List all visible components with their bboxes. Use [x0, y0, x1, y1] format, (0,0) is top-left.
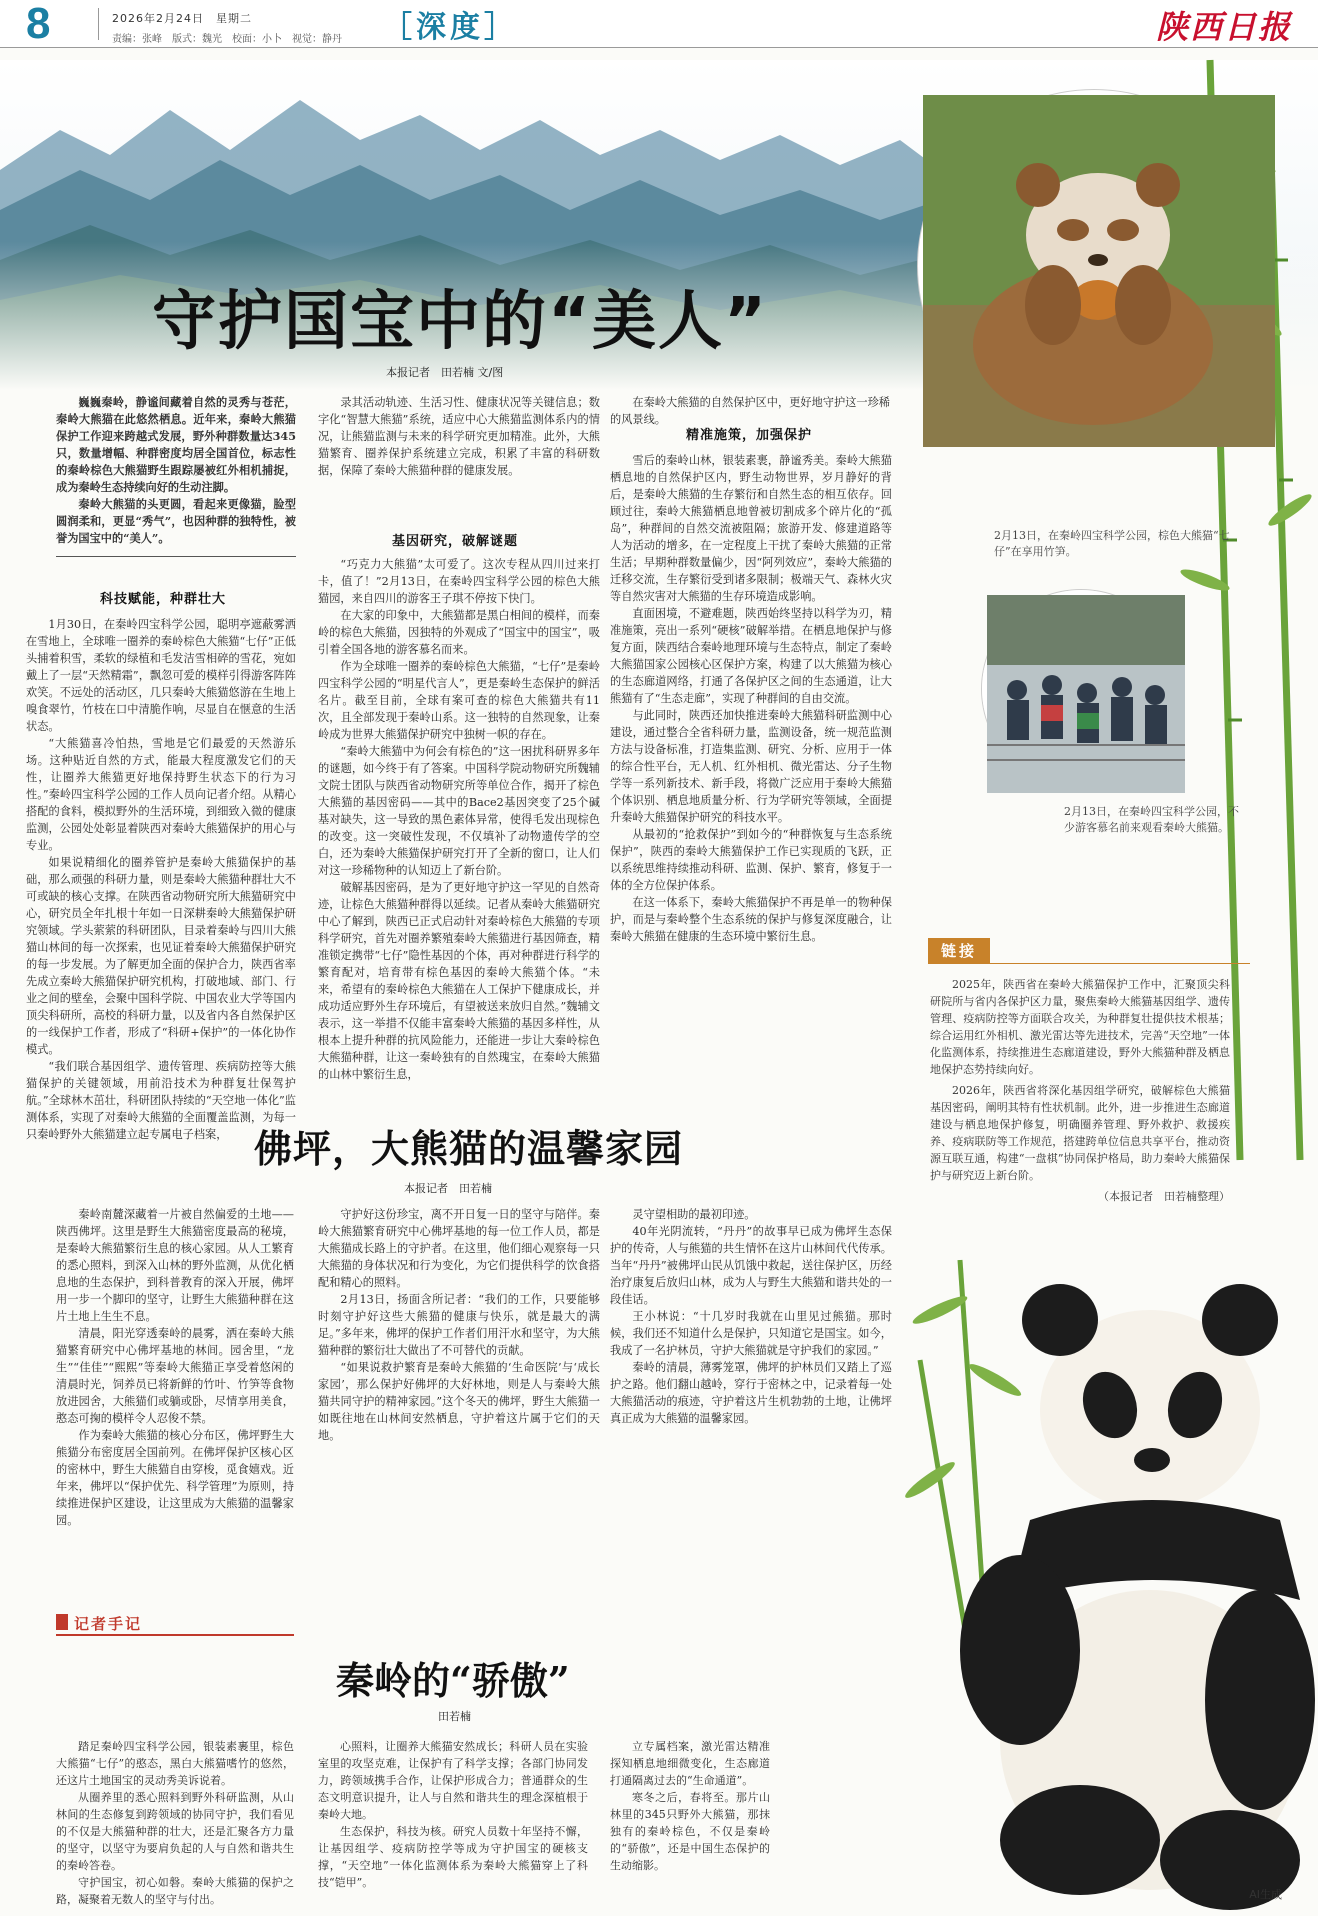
paragraph: “秦岭大熊猫中为何会有棕色的”这一困扰科研界多年的谜题，如今终于有了答案。中国科学院动物研究所魏辅文院士团队与陕西省动物研究所等单位合作，揭开了棕色大熊猫的基因密码——其中的Bace2基因突变了25个碱基对缺失，这一导致的黑色素体异常，使得毛发出现棕色的改变。这一突破性发现，不仅填补了动物遗传学的空白，还为秦岭大熊猫保护研究打开了全新的窗口，让人们对这一珍稀物种的认知迈上了新台阶。 — [318, 745, 600, 877]
subhead: 精准施策，加强保护 — [686, 428, 813, 443]
article2-title: 佛坪，大熊猫的温馨家园 — [254, 1127, 684, 1171]
notes-author: 田若楠 — [438, 1710, 471, 1723]
section-name: ［深度］ — [382, 10, 518, 45]
paragraph: 作为秦岭大熊猫的核心分布区，佛坪野生大熊猫分布密度居全国前列。在佛坪保护区核心区的密林中，野生大熊猫自由穿梭，觅食嬉戏。近年来，佛坪以“保护优先、科学管理”为原则，持续推进保护区建设，让这里成为大熊猫的温馨家园。 — [56, 1429, 294, 1527]
page-header — [0, 0, 1318, 48]
photo-caption: 2月13日，在秦岭四宝科学公园，不少游客慕名前来观看秦岭大熊猫。 — [1064, 805, 1239, 834]
subhead: 科技赋能，种群壮大 — [100, 592, 227, 607]
paragraph: 录其活动轨迹、生活习性、健康状况等关键信息；数字化“智慧大熊猫”系统，适应中心大熊猫监测体系内的情况，让熊猫监测与未来的科学研究更加精准。此外，大熊猫繁育、圈养保护系统建立完成，积累了丰富的科研数据，保障了秦岭大熊猫种群的健康发展。 — [318, 396, 600, 477]
lead-paragraph: 巍巍秦岭，静谧间藏着自然的灵秀与苍茫，秦岭大熊猫在此悠然栖息。近年来，秦岭大熊猫保护工作迎来跨越式发展，野外种群数量达345只，数量增幅、种群密度均居全国首位，标志性的秦岭棕色大熊猫野生跟踪屡被红外相机捕捉，成为秦岭生态持续向好的生动注脚。 — [56, 395, 296, 494]
paragraph: 与此同时，陕西还加快推进秦岭大熊猫科研监测中心建设，通过整合全省科研力量，监测设备，统一规范监测方法与设备标准，打造集监测、研究、分析、应用于一体的综合性平台，无人机、红外相机、微光雷达、分子生物学等一系列新技术、新手段，将微广泛应用于秦岭大熊猫个体识别、栖息地质量分析、行为学研究等领域，全面提升秦岭大熊猫保护研究的科技水平。 — [610, 709, 892, 824]
paragraph: “巧克力大熊猫”太可爱了。这次专程从四川过来打卡，值了！”2月13日，在秦岭四宝科学公园的棕色大熊猫园，来自四川的游客王子琪不停按下快门。 — [318, 558, 600, 605]
link-divider — [990, 963, 1250, 964]
paragraph: 清晨，阳光穿透秦岭的晨雾，洒在秦岭大熊猫繁育研究中心佛坪基地的林间。园舍里，“龙生”“佳佳”“熙熙”等秦岭大熊猫正享受着悠闲的清晨时光，饲养员已将新鲜的竹叶、竹笋等食物放进园舍，大熊猫们或躺或卧，尽情享用美食，憨态可掬的模样令人忍俊不禁。 — [56, 1327, 294, 1425]
link-tag: 链接 — [928, 938, 990, 964]
paragraph: 直面困境，不避难题，陕西始终坚持以科学为刃，精准施策，亮出一系列“硬核”破解举措。在栖息地保护与修复方面，陕西结合秦岭地理环境与生态特点，制定了秦岭大熊猫国家公园核心区保护方案，构建了以大熊猫为核心的生态廊道网络，打通了各保护区之间的生态通道，让大熊猫有了“生态走廊”，实现了种群间的自由交流。 — [610, 607, 892, 705]
paragraph: 雪后的秦岭山林，银装素裹，静谧秀美。秦岭大熊猫栖息地的自然保护区内，野生动物世界，岁月静好的背后，是秦岭大熊猫的生存繁衍和自然生态的相互依存。回顾过往，秦岭大熊猫栖息地曾被切割成多个碎片化的“孤岛”，种群间的自然交流被阻隔；旅游开发、修建道路等人为活动的增多，在一定程度上干扰了秦岭大熊猫的正常生活；早期种群数量偏少，因“阿列效应”，秦岭大熊猫的迁移交流，生存繁衍受到诸多限制；极端天气、森林火灾等自然灾害对大熊猫的生存环境造成影响。 — [610, 454, 892, 603]
paragraph: 作为全球唯一圈养的秦岭棕色大熊猫，“七仔”是秦岭四宝科学公园的“明星代言人”，更是秦岭生态保护的鲜活名片。截至目前，全球有案可查的棕色大熊猫共有11次，且全部发现于秦岭山系。这一独特的自然现象，让秦岭成为世界大熊猫保护研究中独树一帜的存在。 — [318, 660, 600, 741]
article1-byline: 本报记者 田若楠 文/图 — [386, 366, 504, 379]
issue-date: 2026年2月24日 星期二 — [112, 12, 252, 25]
visitors-photo — [982, 590, 1180, 788]
article2-byline: 本报记者 田若楠 — [404, 1182, 492, 1195]
paragraph: 生态保护，科技为核。研究人员数十年坚持不懈，让基因组学、疫病防控学等成为守护国宝的硬核支撑，“天空地”一体化监测体系为秦岭大熊猫穿上了科技“铠甲”。 — [318, 1825, 588, 1889]
notes-title: 秦岭的“骄傲” — [336, 1658, 570, 1703]
paragraph: 守护国宝，初心如磐。秦岭大熊猫的保护之路，凝聚着无数人的坚守与付出。 — [56, 1876, 294, 1906]
article2-column — [610, 1206, 892, 1626]
notes-column — [318, 1738, 588, 1908]
paragraph: 在秦岭大熊猫的自然保护区中，更好地守护这一珍稀的风景线。 — [610, 396, 890, 426]
paragraph: “大熊猫喜冷怕热，雪地是它们最爱的天然游乐场。这种贴近自然的方式，能最大程度激发它们的天性，让圈养大熊猫更好地保持野生状态下的行为习性。”秦岭四宝科学公园的工作人员向记者介绍。从精心搭配的食料，模拟野外的生活环境，到细致入微的健康监测，公园处处彰显着陕西对秦岭大熊猫保护的用心与专业。 — [26, 737, 296, 852]
paragraph: 寒冬之后，春将至。那片山林里的345只野外大熊猫，那抹独有的秦岭棕色，不仅是秦岭的“骄傲”，还是中国生态保护的生动缩影。 — [610, 1791, 770, 1872]
subhead: 基因研究，破解谜题 — [392, 534, 519, 549]
paragraph: 在这一体系下，秦岭大熊猫保护不再是单一的物种保护，而是与秦岭整个生态系统的保护与修复深度融合，让秦岭大熊猫在健康的生态环境中繁衍生息。 — [610, 896, 892, 943]
panda-illustration — [900, 1180, 1318, 1916]
paragraph: 王小林说：“十几岁时我就在山里见过熊猫。那时候，我们还不知道什么是保护，只知道它是国宝。如今，我成了一名护林员，守护大熊猫就是守护我们的家园。” — [610, 1310, 892, 1357]
notes-flag-icon — [56, 1614, 68, 1630]
paragraph: 从最初的“抢救保护”到如今的“种群恢复与生态系统保护”，陕西的秦岭大熊猫保护工作已实现质的飞跃，正以系统思维持续推动科研、监测、保护、繁育，修复于一体的全方位保护体系。 — [610, 828, 892, 892]
notes-column — [56, 1738, 294, 1908]
article1-column — [26, 616, 296, 1141]
ai-generated-mark: AI生成 — [1249, 1888, 1282, 1901]
paragraph: 踏足秦岭四宝科学公园，银装素裹里，棕色大熊猫“七仔”的憨态，黑白大熊猫嗜竹的悠然，还这片土地国宝的灵动秀美诉说着。 — [56, 1740, 294, 1787]
article2-column — [318, 1206, 600, 1596]
link-paragraph: 2025年，陕西省在秦岭大熊猫保护工作中，汇聚顶尖科研院所与省内各保护区力量，聚焦秦岭大熊猫基因组学、遗传管理、疫病防控等方面联合攻关，为种群复壮提供技术根基；综合运用红外相机、激光雷达等先进技术，完善“天空地”一体化监测体系，持续推进生态廊道建设，野外大熊猫种群及栖息地保护态势持续向好。 — [930, 978, 1230, 1076]
photo-caption: 2月13日，在秦岭四宝科学公园，棕色大熊猫“七仔”在享用竹笋。 — [994, 529, 1230, 558]
link-paragraph: 2026年，陕西省将深化基因组学研究，破解棕色大熊猫基因密码，阐明其特有性状机制。此外，进一步推进生态廊道建设与栖息地保护修复，明确圈养管理、野外救护、救援疾养、疫病联防等工作规范，搭建跨单位信息共享平台，推动资源互联互通，构建“一盘棋”协同保护格局，助力秦岭大熊猫保护与研究迈上新台阶。 — [930, 1084, 1230, 1182]
brown-panda-image — [923, 95, 1275, 447]
page-number: 8 — [26, 0, 51, 48]
newspaper-logo: 陕西日报 — [1155, 8, 1292, 46]
article1-title: 守护国宝中的“美人” — [152, 285, 769, 359]
paragraph: 在大家的印象中，大熊猫都是黑白相间的模样，而秦岭的棕色大熊猫，因独特的外观成了“国宝中的国宝”，吸引着全国各地的游客慕名而来。 — [318, 609, 600, 656]
lead-divider — [56, 556, 296, 557]
editorial-staff: 责编：张峰 版式：魏光 校面：小卜 视觉：静丹 — [112, 34, 342, 45]
header-divider — [98, 8, 99, 40]
notes-tag-label: 记者手记 — [74, 1615, 143, 1633]
paragraph: 1月30日，在秦岭四宝科学公园，聪明亭遮蔽雾洒在雪地上，全球唯一圈养的秦岭棕色大熊猫“七仔”正低头捕着积雪，柔软的绿植和毛发洁雪相碎的雪花，宛如戴上了一层“天然精霜”，飘忽可爱的模样引得游客阵阵欢笑。不远处的活动区，几只秦岭大熊猫悠游在生地上嗅食翠竹，竹枝在口中清脆作响，尽显自在惬意的生活状态。 — [26, 618, 296, 733]
paragraph: 2月13日，扬面含所记者：“我们的工作，只要能够时刻守护好这些大熊猫的健康与快乐，就是最大的满足。”多年来，佛坪的保护工作者们用汗水和坚守，为大熊猫种群的繁衍壮大做出了不可替代的贡献。 — [318, 1293, 600, 1357]
paragraph: 秦岭的清晨，薄雾笼罩，佛坪的护林员们又踏上了巡护之路。他们翻山越岭，穿行于密林之中，记录着每一处大熊猫活动的痕迹，守护着这片生机勃勃的土地，让佛坪真正成为大熊猫的温馨家园。 — [610, 1361, 892, 1425]
paragraph: “如果说救护繁育是秦岭大熊猫的‘生命医院’与‘成长家园’，那么保护好佛坪的大好林地，则是人与秦岭大熊猫共同守护的精神家园。”这个冬天的佛坪，野生大熊猫一如既往地在山林间安然栖息，守护着这片属于它们的天地。 — [318, 1361, 600, 1442]
paragraph: 如果说精细化的圈养管护是秦岭大熊猫保护的基础，那么顽强的科研力量，则是秦岭大熊猫种群壮大不可或缺的核心支撑。在陕西省动物研究所大熊猫研究中心，研究员全年扎根十年如一日深耕秦岭大熊猫保护研究领域。学头萦萦的科研团队，目录着秦岭与四川大熊猫山林间的每一次探索，也见证着秦岭大熊猫保护研究的每一步发展。为了解更加全面的保护合力，陕西省率先成立秦岭大熊猫保护研究机构，打破地域、部门、行业之间的壁垒，会聚中国科学院、中国农业大学等国内顶尖科研所，高校的科研力量，以及省内各自然保护区的一线保护工作者，形成了“科研+保护”的一体化协作模式。 — [26, 856, 296, 1056]
visitors-image — [987, 595, 1185, 793]
link-credit: （本报记者 田若楠整理） — [1098, 1190, 1230, 1203]
lead-paragraph: 秦岭大熊猫的头更圆，看起来更像猫，脸型圆润柔和，更显“秀气”，也因种群的独特性，被誉为国宝中的“美人”。 — [56, 497, 296, 545]
paragraph: 守护好这份珍宝，离不开日复一日的坚守与陪伴。秦岭大熊猫繁育研究中心佛坪基地的每一位工作人员，都是大熊猫成长路上的守护者。在这里，他们细心观察每一只大熊猫的身体状况和行为变化，为它们提供科学的饮食搭配和精心的照料。 — [318, 1208, 600, 1289]
notes-column — [610, 1738, 770, 1908]
paragraph: “我们联合基因组学、遗传管理、疾病防控等大熊猫保护的关键领域，用前沿技术为种群复壮保驾护航。”全球林木茁壮，科研团队持续的“天空地一体化”监测体系，实现了对秦岭大熊猫的全面覆盖监测，为每一只秦岭野外大熊猫建立起专属电子档案， — [26, 1060, 296, 1141]
link-box — [930, 976, 1230, 1209]
article1-column — [610, 394, 890, 426]
article1-column — [610, 452, 892, 1080]
paragraph: 从圈养里的悉心照料到野外科研监测，从山林间的生态修复到跨领域的协同守护，我们看见的不仅是大熊猫种群的壮大，还是汇聚各方力量的坚守，以坚守为要肩负起的人与自然和谐共生的秦岭答卷。 — [56, 1791, 294, 1872]
panda-photo — [918, 90, 1270, 442]
article1-column — [318, 394, 600, 534]
paragraph: 心照料，让圈养大熊猫安然成长；科研人员在实验室里的攻坚克难，让保护有了科学支撑；各部门协同发力，跨领域携手合作，让保护形成合力；普通群众的生态文明意识提升，让人与自然和谐共生的理念深植根于秦岭大地。 — [318, 1740, 588, 1821]
article1-lead — [56, 394, 296, 545]
article2-column — [56, 1206, 294, 1596]
paragraph: 立专属档案，激光雷达精准探知栖息地细微变化，生态廊道打通隔离过去的“生命通道”。 — [610, 1740, 770, 1787]
reporter-notes-tag — [56, 1610, 294, 1636]
paragraph: 秦岭南麓深藏着一片被自然偏爱的土地——陕西佛坪。这里是野生大熊猫密度最高的秘境，是秦岭大熊猫繁衍生息的核心家园。从人工繁育的悉心照料，到深入山林的野外监测，从优化栖息地的生态保护，到科普教育的深入开展，佛坪用一步一个脚印的坚守，让野生大熊猫种群在这片土地上生生不息。 — [56, 1208, 294, 1323]
paragraph: 灵守望相助的最初印迹。 — [632, 1208, 756, 1221]
article1-column — [318, 556, 600, 1080]
paragraph: 破解基因密码，是为了更好地守护这一罕见的自然奇迹，让棕色大熊猫种群得以延续。记者从秦岭大熊猫研究中心了解到，陕西已正式启动针对秦岭棕色大熊猫的专项科学研究，首先对圈养繁殖秦岭大熊猫进行基因筛查，精准锁定携带“七仔”隐性基因的个体，再对种群进行科学的繁育配对，培育带有棕色基因的秦岭大熊猫个体。“未来，希望有的秦岭棕色大熊猫在人工保护下健康成长，并成功适应野外生存环境后，有望被送来放归自然。”魏辅文表示，这一举措不仅能丰富秦岭大熊猫的基因多样性，从根本上提升种群的抗风险能力，还能进一步让大秦岭棕色大熊猫种群，让这一秦岭独有的自然瑰宝，在秦岭大熊猫的山林中繁衍生息， — [318, 881, 600, 1081]
paragraph: 40年光阴流转，“丹丹”的故事早已成为佛坪生态保护的传奇，人与熊猫的共生情怀在这片山林间代代传承。当年“丹丹”被佛坪山民从饥饿中救起，送往保护区，历经治疗康复后放归山林，成为人与野生大熊猫和谐共处的一段佳话。 — [610, 1225, 892, 1306]
